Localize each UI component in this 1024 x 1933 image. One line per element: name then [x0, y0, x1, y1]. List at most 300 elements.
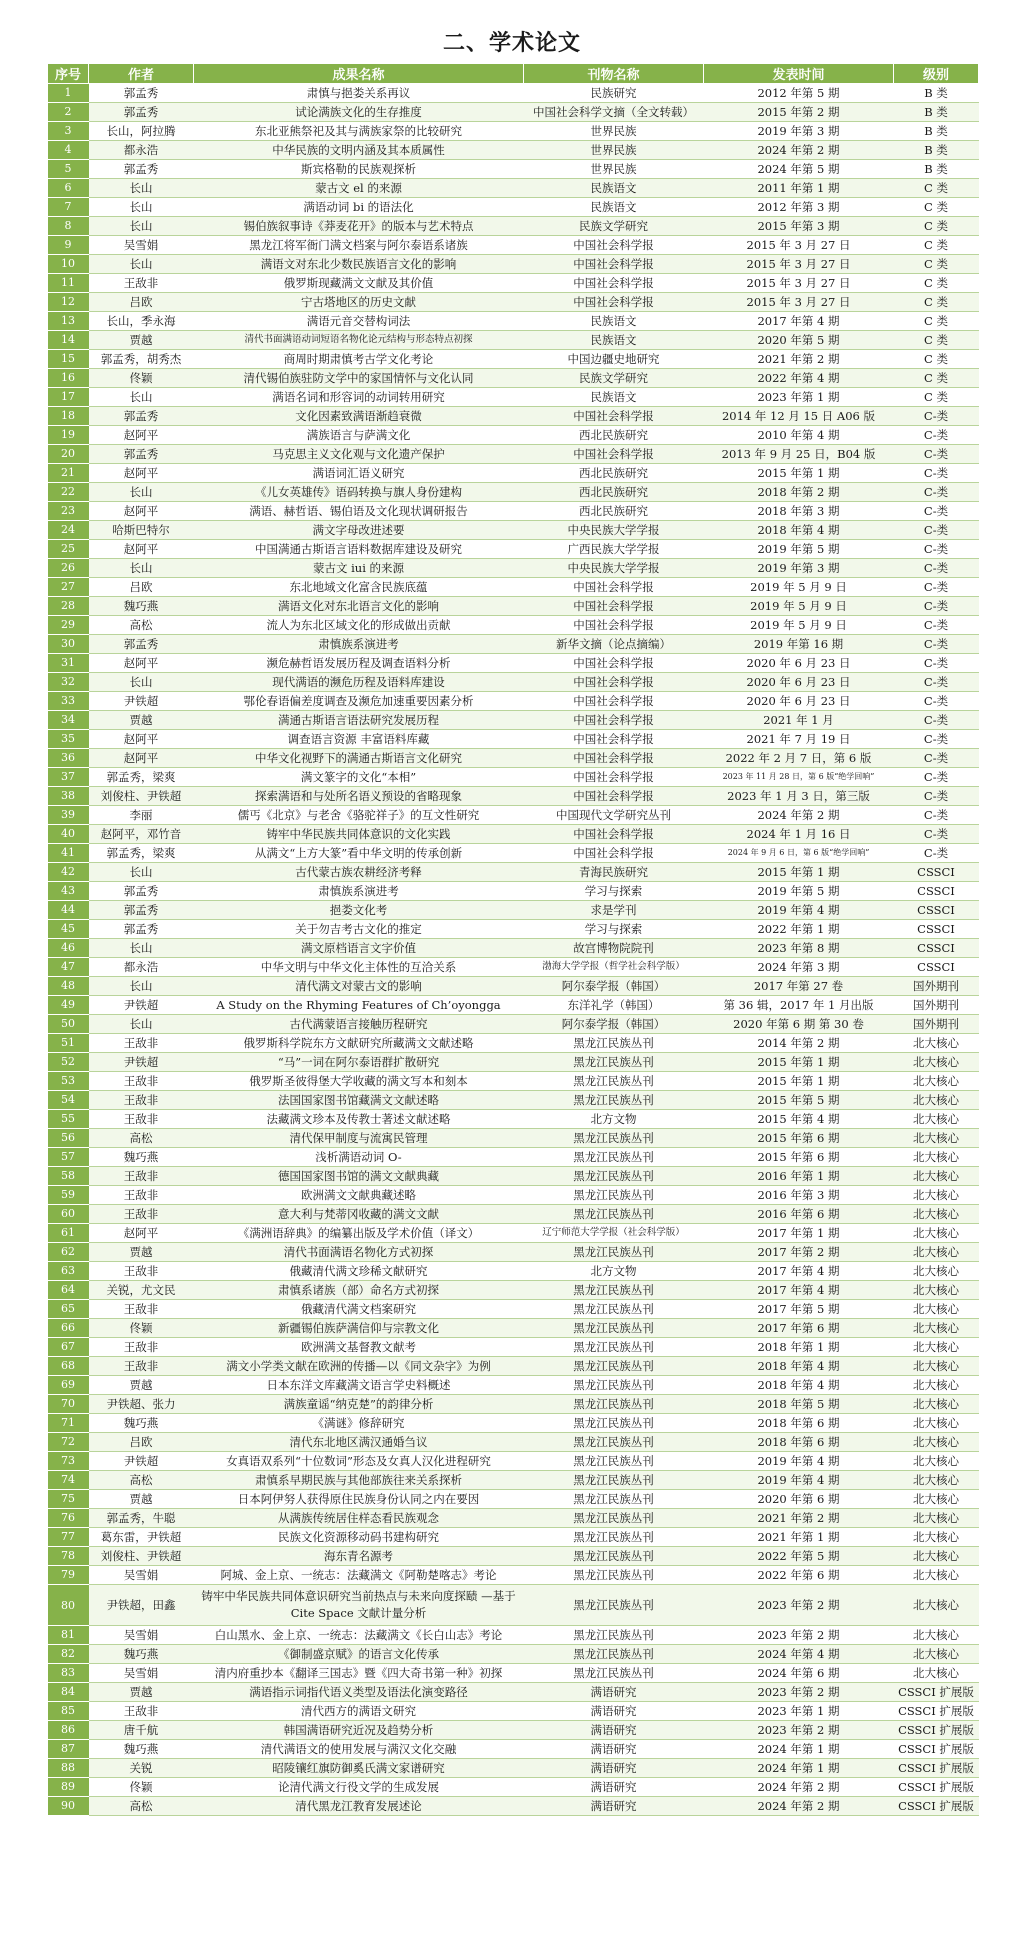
- row-index: 32: [48, 673, 89, 692]
- row-journal: 北方文物: [524, 1110, 704, 1129]
- row-level: 北大核心: [894, 1566, 979, 1585]
- row-level: C-类: [894, 635, 979, 654]
- row-author: 吴雪娟: [89, 1664, 194, 1683]
- row-index: 66: [48, 1319, 89, 1338]
- table-row: [48, 1721, 979, 1740]
- row-level: CSSCI: [894, 901, 979, 920]
- row-index: 13: [48, 312, 89, 331]
- row-date: 2018 年第 4 期: [704, 1376, 894, 1395]
- table-row: [48, 1528, 979, 1547]
- row-title: 肃慎与挹娄关系再议: [194, 84, 524, 103]
- row-title: 铸牢中华民族共同体意识的文化实践: [194, 825, 524, 844]
- row-journal: 黑龙江民族丛刊: [524, 1528, 704, 1547]
- table-row: [48, 1091, 979, 1110]
- table-row: [48, 1471, 979, 1490]
- row-author: 唐千航: [89, 1721, 194, 1740]
- row-index: 47: [48, 958, 89, 977]
- row-journal: 民族文学研究: [524, 369, 704, 388]
- table-row: [48, 103, 979, 122]
- row-index: 77: [48, 1528, 89, 1547]
- row-journal: 满语研究: [524, 1702, 704, 1721]
- row-author: 王敌非: [89, 1357, 194, 1376]
- row-title: 中华文明与中华文化主体性的互洽关系: [194, 958, 524, 977]
- row-journal: 世界民族: [524, 141, 704, 160]
- row-title: 清代书面满语动词短语名物化论元结构与形态特点初探: [194, 331, 524, 350]
- row-index: 1: [48, 84, 89, 103]
- row-index: 4: [48, 141, 89, 160]
- row-index: 85: [48, 1702, 89, 1721]
- row-index: 61: [48, 1224, 89, 1243]
- row-author: 魏巧燕: [89, 597, 194, 616]
- table-row: [48, 863, 979, 882]
- row-journal: 黑龙江民族丛刊: [524, 1034, 704, 1053]
- row-title: 濒危赫哲语发展历程及调查语料分析: [194, 654, 524, 673]
- row-date: 2020 年 6 月 23 日: [704, 654, 894, 673]
- row-title: 商周时期肃慎考古学文化考论: [194, 350, 524, 369]
- row-level: C-类: [894, 426, 979, 445]
- row-title: 挹娄文化考: [194, 901, 524, 920]
- row-level: C 类: [894, 350, 979, 369]
- table-row: [48, 1797, 979, 1816]
- row-date: 2024 年第 5 期: [704, 160, 894, 179]
- row-date: 2013 年 9 月 25 日，B04 版: [704, 445, 894, 464]
- row-date: 2012 年第 5 期: [704, 84, 894, 103]
- row-index: 14: [48, 331, 89, 350]
- row-journal: 黑龙江民族丛刊: [524, 1357, 704, 1376]
- row-journal: 黑龙江民族丛刊: [524, 1338, 704, 1357]
- row-journal: 黑龙江民族丛刊: [524, 1433, 704, 1452]
- table-row: [48, 692, 979, 711]
- row-date: 2024 年第 2 期: [704, 141, 894, 160]
- row-title: 浅析满语动词 O-: [194, 1148, 524, 1167]
- table-row: [48, 502, 979, 521]
- row-title: 清内府重抄本《翻译三国志》暨《四大奇书第一种》初探: [194, 1664, 524, 1683]
- row-title: 昭陵镶红旗防御奚氏满文家谱研究: [194, 1759, 524, 1778]
- row-level: 国外期刊: [894, 1015, 979, 1034]
- row-level: 北大核心: [894, 1091, 979, 1110]
- row-journal: 东洋礼学（韩国）: [524, 996, 704, 1015]
- row-date: 2023 年第 8 期: [704, 939, 894, 958]
- row-date: 2024 年第 4 期: [704, 1645, 894, 1664]
- row-author: 郭孟秀，梁爽: [89, 844, 194, 863]
- row-journal: 黑龙江民族丛刊: [524, 1053, 704, 1072]
- row-title: 清代东北地区满汉通婚刍议: [194, 1433, 524, 1452]
- row-author: 郭孟秀，牛聪: [89, 1509, 194, 1528]
- row-journal: 中国社会科学报: [524, 578, 704, 597]
- row-author: 王敌非: [89, 1186, 194, 1205]
- row-author: 长山: [89, 559, 194, 578]
- row-level: 北大核心: [894, 1319, 979, 1338]
- header-date: 发表时间: [704, 64, 894, 84]
- row-index: 44: [48, 901, 89, 920]
- row-author: 长山: [89, 939, 194, 958]
- table-row: [48, 1702, 979, 1721]
- row-title: 蒙古文 el 的来源: [194, 179, 524, 198]
- row-journal: 中央民族大学学报: [524, 559, 704, 578]
- row-author: 吕欧: [89, 578, 194, 597]
- row-index: 6: [48, 179, 89, 198]
- row-journal: 黑龙江民族丛刊: [524, 1664, 704, 1683]
- row-title: 肃慎系诸族（部）命名方式初探: [194, 1281, 524, 1300]
- row-title: 蒙古文 iui 的来源: [194, 559, 524, 578]
- row-author: 长山: [89, 217, 194, 236]
- row-index: 5: [48, 160, 89, 179]
- row-journal: 黑龙江民族丛刊: [524, 1626, 704, 1645]
- row-index: 68: [48, 1357, 89, 1376]
- row-level: C-类: [894, 407, 979, 426]
- row-level: C 类: [894, 388, 979, 407]
- row-journal: 中国社会科学报: [524, 407, 704, 426]
- row-date: 2023 年第 1 期: [704, 1702, 894, 1721]
- row-date: 2022 年第 1 期: [704, 920, 894, 939]
- row-title: 俄罗斯圣彼得堡大学收藏的满文写本和刻本: [194, 1072, 524, 1091]
- row-level: C-类: [894, 749, 979, 768]
- row-level: C-类: [894, 597, 979, 616]
- row-index: 87: [48, 1740, 89, 1759]
- row-journal: 民族语文: [524, 388, 704, 407]
- table-row: [48, 1243, 979, 1262]
- table-row: [48, 730, 979, 749]
- row-level: C-类: [894, 578, 979, 597]
- row-index: 62: [48, 1243, 89, 1262]
- row-date: 2024 年第 2 期: [704, 1797, 894, 1816]
- row-title: 现代满语的濒危历程及语料库建设: [194, 673, 524, 692]
- row-author: 尹铁超: [89, 1053, 194, 1072]
- row-date: 2015 年第 5 期: [704, 1091, 894, 1110]
- row-index: 9: [48, 236, 89, 255]
- row-level: C 类: [894, 198, 979, 217]
- row-journal: 中国边疆史地研究: [524, 350, 704, 369]
- row-title: 海东青名源考: [194, 1547, 524, 1566]
- row-date: 2018 年第 1 期: [704, 1338, 894, 1357]
- row-author: 赵阿平: [89, 540, 194, 559]
- row-journal: 黑龙江民族丛刊: [524, 1490, 704, 1509]
- row-journal: 满语研究: [524, 1778, 704, 1797]
- row-title: 肃慎系早期民族与其他部族往来关系探析: [194, 1471, 524, 1490]
- row-journal: 黑龙江民族丛刊: [524, 1091, 704, 1110]
- row-author: 郭孟秀: [89, 635, 194, 654]
- row-date: 2023 年 1 月 3 日，第三版: [704, 787, 894, 806]
- row-journal: 求是学刊: [524, 901, 704, 920]
- row-title: 法藏满文珍本及传教士著述文献述略: [194, 1110, 524, 1129]
- row-author: 尹铁超、张力: [89, 1395, 194, 1414]
- row-index: 83: [48, 1664, 89, 1683]
- table-row: [48, 1433, 979, 1452]
- row-title: 俄罗斯科学院东方文献研究所藏满文文献述略: [194, 1034, 524, 1053]
- row-journal: 世界民族: [524, 122, 704, 141]
- row-index: 26: [48, 559, 89, 578]
- row-index: 56: [48, 1129, 89, 1148]
- row-title: 古代蒙古族农耕经济考释: [194, 863, 524, 882]
- row-index: 34: [48, 711, 89, 730]
- row-author: 赵阿平: [89, 654, 194, 673]
- row-author: 贾越: [89, 1376, 194, 1395]
- table-row: [48, 749, 979, 768]
- row-author: 王敌非: [89, 1262, 194, 1281]
- row-journal: 中国社会科学报: [524, 236, 704, 255]
- row-date: 2017 年第 1 期: [704, 1224, 894, 1243]
- row-date: 2020 年 6 月 23 日: [704, 673, 894, 692]
- row-date: 2015 年 3 月 27 日: [704, 236, 894, 255]
- row-title: 德国国家图书馆的满文文献典藏: [194, 1167, 524, 1186]
- row-index: 60: [48, 1205, 89, 1224]
- row-author: 贾越: [89, 711, 194, 730]
- table-row: [48, 1490, 979, 1509]
- row-date: 2021 年第 1 期: [704, 1528, 894, 1547]
- row-level: C-类: [894, 445, 979, 464]
- row-title: 阿城、金上京、一统志：法藏满文《阿勒楚喀志》考论: [194, 1566, 524, 1585]
- row-title: 东北亚熊祭祀及其与满族家祭的比较研究: [194, 122, 524, 141]
- row-author: 郭孟秀: [89, 407, 194, 426]
- row-level: CSSCI 扩展版: [894, 1778, 979, 1797]
- row-level: 北大核心: [894, 1585, 979, 1626]
- table-row: [48, 312, 979, 331]
- row-title: 《满洲语辞典》的编纂出版及学术价值（译文）: [194, 1224, 524, 1243]
- row-level: C 类: [894, 331, 979, 350]
- table-row: [48, 293, 979, 312]
- row-level: C-类: [894, 654, 979, 673]
- table-row: [48, 1167, 979, 1186]
- row-journal: 西北民族研究: [524, 483, 704, 502]
- row-date: 2024 年第 1 期: [704, 1759, 894, 1778]
- row-index: 88: [48, 1759, 89, 1778]
- row-author: 吴雪娟: [89, 236, 194, 255]
- row-journal: 黑龙江民族丛刊: [524, 1547, 704, 1566]
- row-date: 2017 年第 5 期: [704, 1300, 894, 1319]
- table-row: [48, 122, 979, 141]
- row-author: 郭孟秀: [89, 901, 194, 920]
- table-row: [48, 1262, 979, 1281]
- row-index: 23: [48, 502, 89, 521]
- row-author: 尹铁超，田鑫: [89, 1585, 194, 1626]
- table-row: [48, 407, 979, 426]
- table-row: [48, 1053, 979, 1072]
- table-row: [48, 616, 979, 635]
- table-row: [48, 198, 979, 217]
- row-level: B 类: [894, 103, 979, 122]
- table-row: [48, 996, 979, 1015]
- row-level: CSSCI: [894, 863, 979, 882]
- header-journal: 刊物名称: [524, 64, 704, 84]
- row-author: 赵阿平: [89, 1224, 194, 1243]
- row-index: 8: [48, 217, 89, 236]
- row-index: 69: [48, 1376, 89, 1395]
- row-level: C-类: [894, 825, 979, 844]
- row-date: 2021 年 1 月: [704, 711, 894, 730]
- row-journal: 民族研究: [524, 84, 704, 103]
- row-index: 59: [48, 1186, 89, 1205]
- row-level: C-类: [894, 483, 979, 502]
- table-row: [48, 388, 979, 407]
- row-journal: 中国社会科学报: [524, 293, 704, 312]
- row-date: 2023 年第 2 期: [704, 1683, 894, 1702]
- row-author: 王敌非: [89, 1338, 194, 1357]
- row-date: 2016 年第 6 期: [704, 1205, 894, 1224]
- row-title: 满文篆字的文化“本相”: [194, 768, 524, 787]
- row-level: C 类: [894, 369, 979, 388]
- header-author: 作者: [89, 64, 194, 84]
- row-index: 39: [48, 806, 89, 825]
- table-row: [48, 521, 979, 540]
- table-row: [48, 483, 979, 502]
- row-journal: 黑龙江民族丛刊: [524, 1300, 704, 1319]
- row-date: 2023 年第 2 期: [704, 1626, 894, 1645]
- papers-table: [47, 63, 979, 1816]
- row-index: 7: [48, 198, 89, 217]
- row-title: 中国满通古斯语言语料数据库建设及研究: [194, 540, 524, 559]
- row-title: 俄罗斯现藏满文文献及其价值: [194, 274, 524, 293]
- row-level: 北大核心: [894, 1129, 979, 1148]
- row-index: 12: [48, 293, 89, 312]
- row-title: 《儿女英雄传》语码转换与旗人身份建构: [194, 483, 524, 502]
- row-date: 2015 年第 1 期: [704, 1053, 894, 1072]
- row-date: 2022 年第 6 期: [704, 1566, 894, 1585]
- row-date: 2018 年第 5 期: [704, 1395, 894, 1414]
- table-row: [48, 1664, 979, 1683]
- row-index: 27: [48, 578, 89, 597]
- row-author: 王敌非: [89, 1110, 194, 1129]
- row-date: 2024 年第 3 期: [704, 958, 894, 977]
- row-title: 流人为东北区域文化的形成做出贡献: [194, 616, 524, 635]
- table-row: [48, 1357, 979, 1376]
- row-journal: 新华文摘（论点摘编）: [524, 635, 704, 654]
- row-title: 意大利与梵蒂冈收藏的满文文献: [194, 1205, 524, 1224]
- row-journal: 西北民族研究: [524, 502, 704, 521]
- row-title: 满通古斯语言语法研究发展历程: [194, 711, 524, 730]
- row-index: 90: [48, 1797, 89, 1816]
- row-index: 71: [48, 1414, 89, 1433]
- row-author: 王敌非: [89, 274, 194, 293]
- row-author: 高松: [89, 1797, 194, 1816]
- row-index: 49: [48, 996, 89, 1015]
- row-author: 关锐，尤文民: [89, 1281, 194, 1300]
- row-title: 满语指示词指代语义类型及语法化演变路径: [194, 1683, 524, 1702]
- row-index: 48: [48, 977, 89, 996]
- row-date: 2015 年第 4 期: [704, 1110, 894, 1129]
- row-author: 郭孟秀: [89, 445, 194, 464]
- row-title: 宁古塔地区的历史文献: [194, 293, 524, 312]
- row-journal: 中国社会科学文摘（全文转载）: [524, 103, 704, 122]
- row-level: 北大核心: [894, 1034, 979, 1053]
- row-level: 北大核心: [894, 1243, 979, 1262]
- row-journal: 黑龙江民族丛刊: [524, 1167, 704, 1186]
- row-date: 2015 年第 1 期: [704, 464, 894, 483]
- row-author: 王敌非: [89, 1034, 194, 1053]
- table-row: [48, 1015, 979, 1034]
- row-author: 长山: [89, 255, 194, 274]
- row-date: 2019 年第 4 期: [704, 901, 894, 920]
- row-title: 清代西方的满语文研究: [194, 1702, 524, 1721]
- row-author: 佟颖: [89, 369, 194, 388]
- row-index: 63: [48, 1262, 89, 1281]
- header-level: 级别: [894, 64, 979, 84]
- table-row: [48, 1319, 979, 1338]
- table-row: [48, 1224, 979, 1243]
- row-author: 王敌非: [89, 1091, 194, 1110]
- table-row: [48, 1683, 979, 1702]
- row-author: 魏巧燕: [89, 1740, 194, 1759]
- table-row: [48, 1205, 979, 1224]
- row-title: 俄藏清代满文档案研究: [194, 1300, 524, 1319]
- row-date: 2023 年第 1 期: [704, 388, 894, 407]
- row-level: 北大核心: [894, 1072, 979, 1091]
- row-date: 2024 年第 1 期: [704, 1740, 894, 1759]
- row-author: 长山: [89, 483, 194, 502]
- row-journal: 中国社会科学报: [524, 711, 704, 730]
- table-row: [48, 1376, 979, 1395]
- table-row: [48, 274, 979, 293]
- table-row: [48, 1547, 979, 1566]
- table-row: [48, 160, 979, 179]
- page-title: 二、学术论文: [442, 30, 581, 56]
- row-author: 王敌非: [89, 1167, 194, 1186]
- row-level: 北大核心: [894, 1547, 979, 1566]
- row-author: 刘俊柱、尹铁超: [89, 787, 194, 806]
- row-title: 中华民族的文明内涵及其本质属性: [194, 141, 524, 160]
- table-header-row: [48, 64, 979, 84]
- table-body: [48, 84, 979, 1816]
- row-date: 2022 年第 5 期: [704, 1547, 894, 1566]
- row-date: 2021 年第 2 期: [704, 350, 894, 369]
- row-author: 郭孟秀: [89, 920, 194, 939]
- row-journal: 黑龙江民族丛刊: [524, 1243, 704, 1262]
- row-title: 肃慎族系演进考: [194, 635, 524, 654]
- row-index: 82: [48, 1645, 89, 1664]
- row-journal: 中国社会科学报: [524, 692, 704, 711]
- row-journal: 黑龙江民族丛刊: [524, 1566, 704, 1585]
- table-row: [48, 901, 979, 920]
- row-journal: 黑龙江民族丛刊: [524, 1186, 704, 1205]
- row-index: 78: [48, 1547, 89, 1566]
- table-row: [48, 825, 979, 844]
- row-date: 2019 年第 3 期: [704, 559, 894, 578]
- table-row: [48, 540, 979, 559]
- row-level: C 类: [894, 293, 979, 312]
- row-level: 北大核心: [894, 1167, 979, 1186]
- row-author: 赵阿平，邓竹音: [89, 825, 194, 844]
- row-author: 贾越: [89, 1243, 194, 1262]
- row-author: 关锐: [89, 1759, 194, 1778]
- row-date: 2017 年第 27 卷: [704, 977, 894, 996]
- row-author: 吕欧: [89, 293, 194, 312]
- row-index: 25: [48, 540, 89, 559]
- row-index: 43: [48, 882, 89, 901]
- row-level: 北大核心: [894, 1452, 979, 1471]
- row-level: C-类: [894, 692, 979, 711]
- table-row: [48, 141, 979, 160]
- row-journal: 民族语文: [524, 331, 704, 350]
- row-index: 81: [48, 1626, 89, 1645]
- table-row: [48, 1740, 979, 1759]
- row-journal: 满语研究: [524, 1721, 704, 1740]
- row-date: 2015 年第 1 期: [704, 1072, 894, 1091]
- row-date: 2014 年 12 月 15 日 A06 版: [704, 407, 894, 426]
- row-level: C-类: [894, 521, 979, 540]
- row-index: 65: [48, 1300, 89, 1319]
- row-journal: 黑龙江民族丛刊: [524, 1072, 704, 1091]
- row-journal: 学习与探索: [524, 920, 704, 939]
- row-index: 84: [48, 1683, 89, 1702]
- row-author: 郭孟秀: [89, 882, 194, 901]
- row-level: C 类: [894, 217, 979, 236]
- row-journal: 黑龙江民族丛刊: [524, 1509, 704, 1528]
- row-date: 2015 年第 1 期: [704, 863, 894, 882]
- row-author: 贾越: [89, 1490, 194, 1509]
- row-index: 38: [48, 787, 89, 806]
- row-journal: 渤海大学学报（哲学社会科学版）: [524, 958, 704, 977]
- table-row: [48, 559, 979, 578]
- row-index: 19: [48, 426, 89, 445]
